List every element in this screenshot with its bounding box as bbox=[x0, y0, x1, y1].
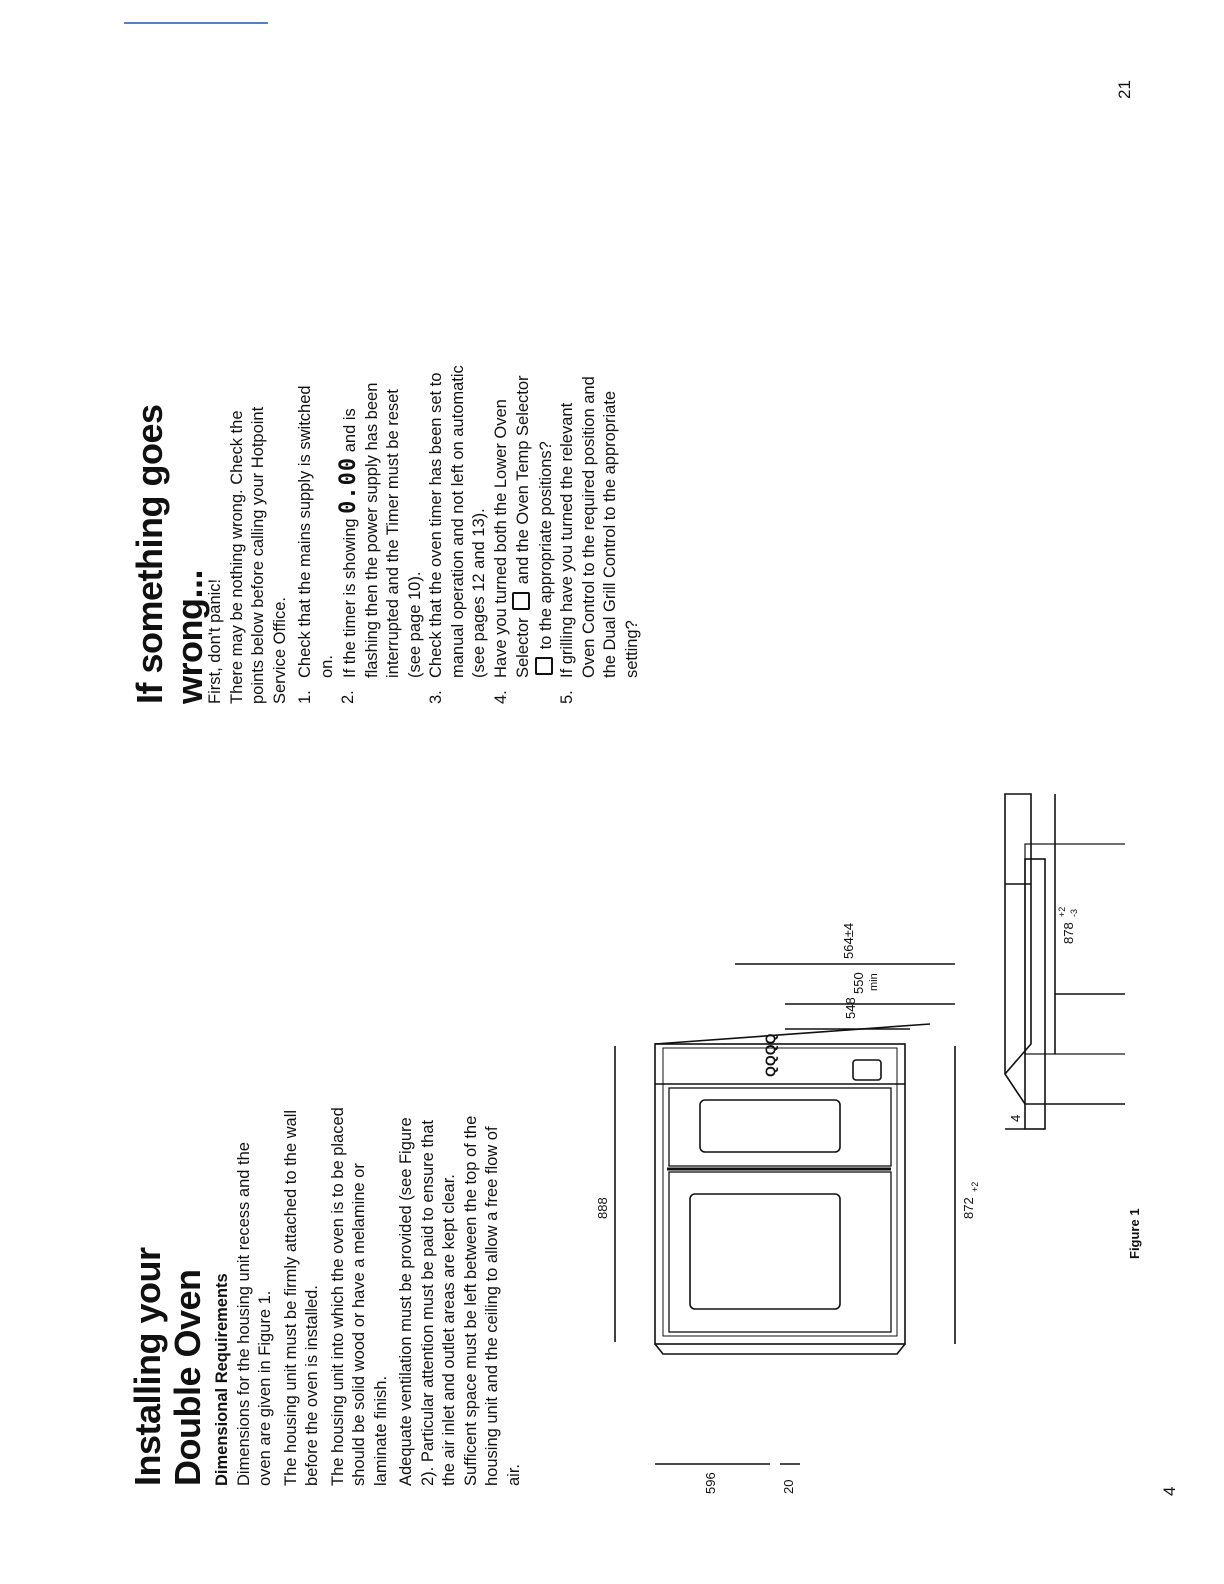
dim-872-tolerance: +2 bbox=[970, 1181, 980, 1192]
upper-oven-window bbox=[700, 1100, 840, 1152]
left-title-line2: Double Oven bbox=[167, 1269, 208, 1486]
list-item bbox=[338, 364, 426, 704]
right-body bbox=[205, 364, 643, 704]
oven-selector-icon bbox=[512, 592, 530, 610]
left-paragraph: The housing unit must be firmly attached to the wall before the oven is installed. bbox=[281, 1109, 321, 1486]
step-number: 2. bbox=[339, 690, 357, 704]
figure-1-diagram bbox=[585, 754, 1125, 1524]
right-title-line1: If something goes bbox=[129, 404, 170, 704]
housing-top bbox=[1005, 794, 1125, 1104]
step-text: Check that the mains supply is switched on. bbox=[296, 385, 336, 678]
dim-878: 878 bbox=[1061, 922, 1076, 944]
step-text: and the Oven Temp Selector bbox=[514, 375, 532, 585]
timer-display-icon bbox=[853, 1060, 881, 1080]
scan-edge-mark bbox=[124, 22, 268, 24]
right-title bbox=[130, 284, 210, 704]
list-item bbox=[426, 364, 491, 704]
dim-596: 596 bbox=[703, 1472, 718, 1494]
dimensional-subheading: Dimensional Requirements bbox=[213, 1273, 231, 1486]
list-item bbox=[295, 364, 338, 704]
dim-550-min: min bbox=[868, 973, 880, 991]
dim-4: 4 bbox=[1008, 1114, 1023, 1122]
oven-front-inner bbox=[663, 1048, 897, 1336]
housing-shelf bbox=[1025, 859, 1045, 1129]
right-title-line2: wrong... bbox=[169, 570, 210, 704]
oven-side bbox=[655, 1344, 905, 1354]
step-number: 4. bbox=[491, 690, 510, 704]
timer-lcd-reading: 0.00 bbox=[336, 456, 361, 514]
dim-20: 20 bbox=[781, 1479, 796, 1494]
step-number: 5. bbox=[558, 690, 576, 704]
housing-recess bbox=[1025, 844, 1125, 1054]
left-paragraph: The housing unit into which the oven is to be placed should be solid wood or have a melamine or laminate finish. bbox=[328, 1107, 390, 1486]
dim-888: 888 bbox=[595, 1197, 610, 1219]
thermometer-icon bbox=[535, 657, 553, 675]
page-number-right: 21 bbox=[1115, 80, 1134, 99]
step-number: 1. bbox=[296, 690, 314, 704]
dim-878-tol-bot: -3 bbox=[1069, 908, 1079, 917]
right-intro-2: There may be nothing wrong. Check the points below before calling your Hotpoint Service Office. bbox=[227, 406, 289, 704]
dim-878-tol-top: +2 bbox=[1057, 906, 1067, 917]
step-text: If grilling have you turned the relevant Oven Control to the required position and the Dual Grill Control to the appropriate setting? bbox=[558, 376, 641, 678]
list-item bbox=[491, 364, 558, 704]
step-number: 3. bbox=[427, 690, 445, 704]
step-text: Have you turned both the Lower Oven Selector bbox=[491, 399, 532, 678]
figure-caption: Figure 1 bbox=[1127, 1208, 1142, 1259]
left-paragraph: Adequate ventilation must be provided (see Figure 2). Particular attention must be paid to ensure that the air inlet and outlet areas are kept clear. Sufficent space must be left between the top of the housing unit and the ceiling to allow a free flow of air. bbox=[397, 1115, 523, 1486]
page-number-left: 4 bbox=[1160, 1486, 1179, 1496]
list-item bbox=[557, 364, 643, 704]
left-title bbox=[128, 1066, 208, 1486]
right-intro-1: First, don't panic! bbox=[206, 578, 224, 704]
left-title-line1: Installing your bbox=[127, 1247, 168, 1486]
left-paragraph: Dimensions for the housing unit recess and the oven are given in Figure 1. bbox=[234, 1142, 274, 1486]
oven-knobs: QQQQ bbox=[762, 1033, 778, 1077]
lower-oven-door bbox=[669, 1172, 891, 1332]
troubleshooting-list bbox=[295, 364, 643, 704]
dim-548: 548 bbox=[843, 997, 858, 1019]
lower-oven-window bbox=[690, 1194, 840, 1309]
step-text: and is flashing then the power supply has been interrupted and the Timer must be reset (see page 10). bbox=[341, 382, 424, 678]
step-text: If the timer is showing bbox=[341, 518, 359, 678]
step-text: Check that the oven timer has been set to manual operation and not left on automatic (see pages 12 and 13). bbox=[427, 365, 488, 678]
step-text: to the appropriate positions? bbox=[536, 441, 555, 650]
dim-872: 872 bbox=[961, 1197, 976, 1219]
oven-depth-edge bbox=[655, 1024, 930, 1044]
left-body bbox=[212, 1106, 529, 1486]
dim-550: 550 bbox=[851, 972, 866, 994]
dim-564: 564±4 bbox=[841, 922, 856, 959]
